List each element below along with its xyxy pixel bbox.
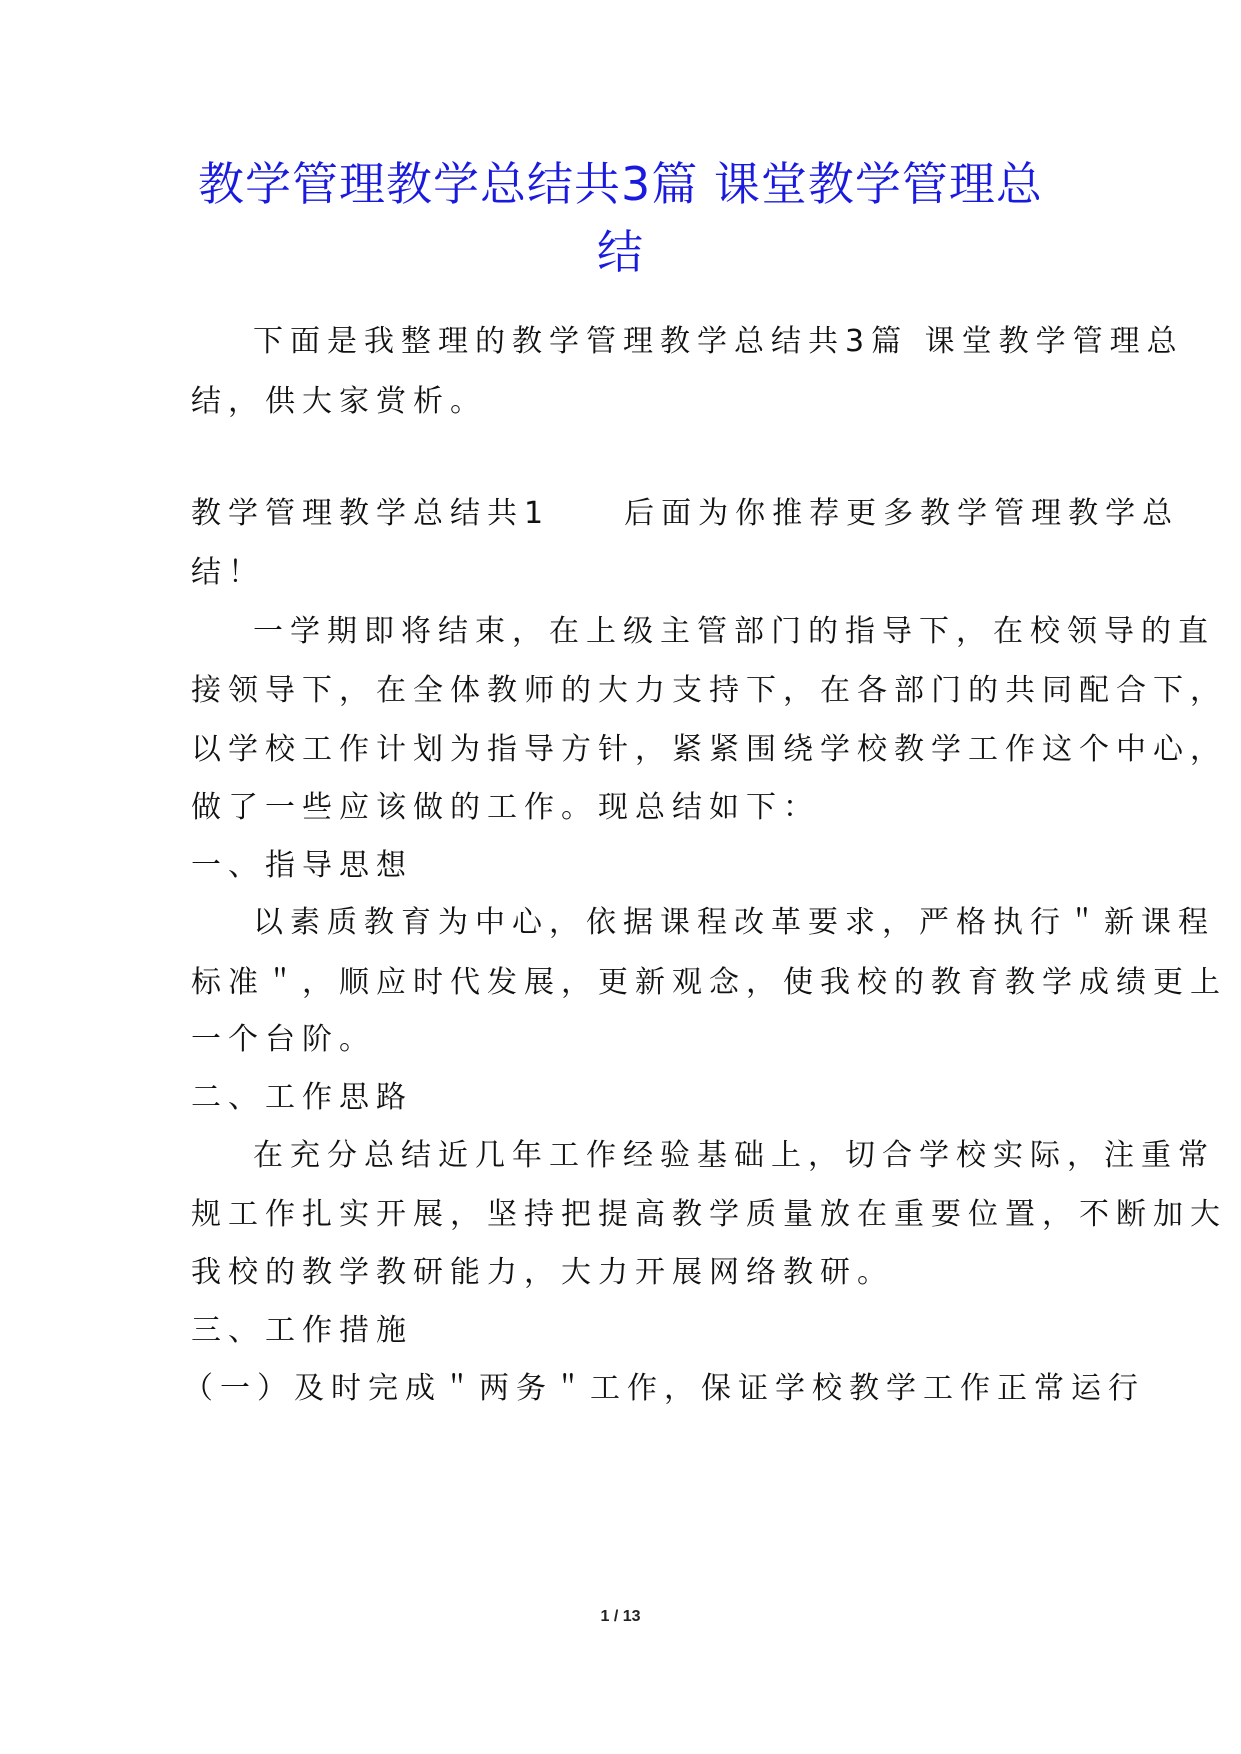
- para2-line-2: 标准＂，顺应时代发展，更新观念，使我校的教育教学成绩更上: [191, 965, 1227, 1000]
- subheading-two-tasks: （一）及时完成＂两务＂工作，保证学校教学工作正常运行: [183, 1371, 1145, 1406]
- para1-line-2: 接领导下，在全体教师的大力支持下，在各部门的共同配合下，: [191, 673, 1227, 708]
- intro-line-2: 结，供大家赏析。: [191, 384, 487, 419]
- page-number: 1 / 13: [600, 1608, 641, 1625]
- intro-line-1: 下面是我整理的教学管理教学总结共3篇 课堂教学管理总: [253, 324, 1184, 359]
- para2-line-3: 一个台阶。: [191, 1022, 376, 1057]
- para3-line-1: 在充分总结近几年工作经验基础上，切合学校实际，注重常: [253, 1138, 1215, 1173]
- para1-line-4: 做了一些应该做的工作。现总结如下：: [191, 790, 820, 825]
- para3-line-2: 规工作扎实开展，坚持把提高教学质量放在重要位置，不断加大: [191, 1197, 1227, 1232]
- heading-work-approach: 二、工作思路: [191, 1080, 413, 1115]
- para3-line-3: 我校的教学教研能力，大力开展网络教研。: [191, 1255, 894, 1290]
- para2-line-1: 以素质教育为中心，依据课程改革要求，严格执行＂新课程: [253, 905, 1215, 940]
- section-heading-line-1: 教学管理教学总结共1 后面为你推荐更多教学管理教学总: [191, 496, 1180, 531]
- title-line-2: 结: [597, 225, 644, 279]
- heading-guiding-ideology: 一、指导思想: [191, 848, 413, 883]
- document-title: [0, 150, 1241, 286]
- heading-work-measures: 三、工作措施: [191, 1313, 413, 1348]
- title-line-1: 教学管理教学总结共3篇 课堂教学管理总: [198, 157, 1043, 211]
- section-heading-line-2: 结！: [191, 555, 265, 590]
- para1-line-3: 以学校工作计划为指导方针，紧紧围绕学校教学工作这个中心，: [191, 732, 1227, 767]
- para1-line-1: 一学期即将结束，在上级主管部门的指导下，在校领导的直: [253, 614, 1215, 649]
